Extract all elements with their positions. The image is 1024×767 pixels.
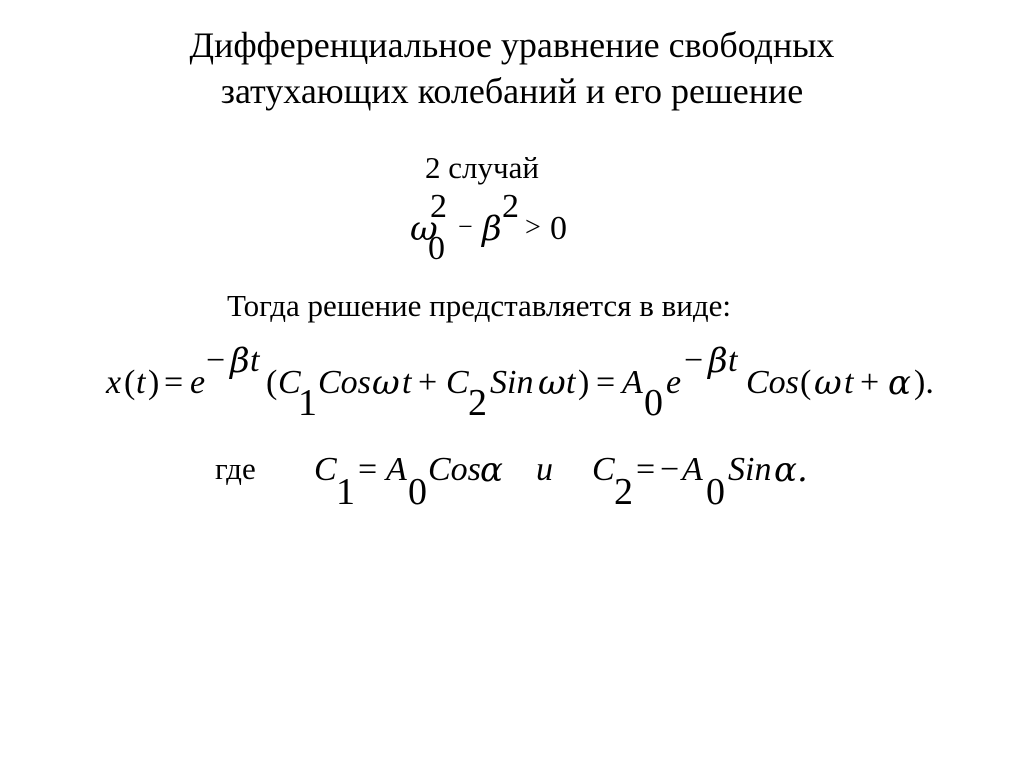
sin-func: Sin [490,364,534,401]
c2-subscript: 2 [468,382,487,424]
plus-sign: + [860,364,880,401]
alpha-symbol: α [888,363,911,403]
equals-sign: = [358,451,378,488]
t-var: t [844,364,854,401]
bracket-close-period: ). [914,364,934,401]
paren-open: ( [124,364,136,401]
cos-func: Cos [428,451,481,488]
c2-coef: C [592,451,615,488]
omega-subscript: 0 [428,230,445,267]
t-var: t [402,364,412,401]
amplitude-subscript: 0 [644,382,663,424]
amplitude-subscript: 0 [408,471,427,513]
cos-func: Cos [318,364,371,401]
exponent-t: t [250,342,260,379]
omega-symbol: ω [814,363,842,403]
c2-coef: C [446,364,469,401]
exponent-t: t [728,342,738,379]
bracket-open: ( [800,364,812,401]
exponent-beta: β [230,341,250,381]
constants-relations [312,441,832,521]
e-base: e [190,364,206,401]
x-var: x [106,364,122,401]
exponent-beta: β [708,341,728,381]
beta-superscript: 2 [502,188,519,225]
c1-subscript: 1 [336,471,355,513]
amplitude-a: A [386,451,407,488]
paren-close: ) [148,364,160,401]
bracket-close: ) [578,364,590,401]
t-var: t [136,364,146,401]
slide-title [0,22,1024,114]
sin-func: Sin [728,451,772,488]
amplitude-subscript: 0 [706,471,725,513]
intro-text: Тогда решение представляется в виде: [227,288,731,323]
minus-sign: − [660,451,680,488]
c1-subscript: 1 [298,382,317,424]
omega-superscript: 2 [430,188,447,225]
exponent-minus: − [684,342,704,379]
title-line-1: Дифференциальное уравнение свободных [189,25,835,65]
alpha-symbol: α. [774,450,808,490]
c1-coef: C [314,451,337,488]
cos-func: Cos [746,364,799,401]
equals-sign: = [164,364,184,401]
equals-sign: = [596,364,616,401]
amplitude-a: A [622,364,643,401]
plus-sign: + [418,364,438,401]
omega-symbol: ω [372,363,400,403]
exponent-minus: − [206,342,226,379]
minus-sign: − [458,212,473,241]
beta-symbol: β [482,209,502,249]
amplitude-a: A [682,451,703,488]
omega-symbol: ω [538,363,566,403]
t-var: t [566,364,576,401]
condition-inequality [410,190,610,270]
title-line-2: затухающих колебаний и его решение [220,71,804,111]
case-label: 2 случай [425,150,539,185]
e-base: e [666,364,682,401]
bracket-open: ( [266,364,278,401]
zero-value: 0 [550,210,567,247]
where-label: где [215,451,256,486]
c2-subscript: 2 [614,471,633,513]
c1-coef: C [278,364,301,401]
omega-symbol: ω [410,209,438,249]
equals-sign: = [636,451,656,488]
alpha-symbol: α [480,450,503,490]
solution-formula [100,341,980,424]
and-word: и [536,451,553,488]
greater-than-sign: > [525,212,541,243]
